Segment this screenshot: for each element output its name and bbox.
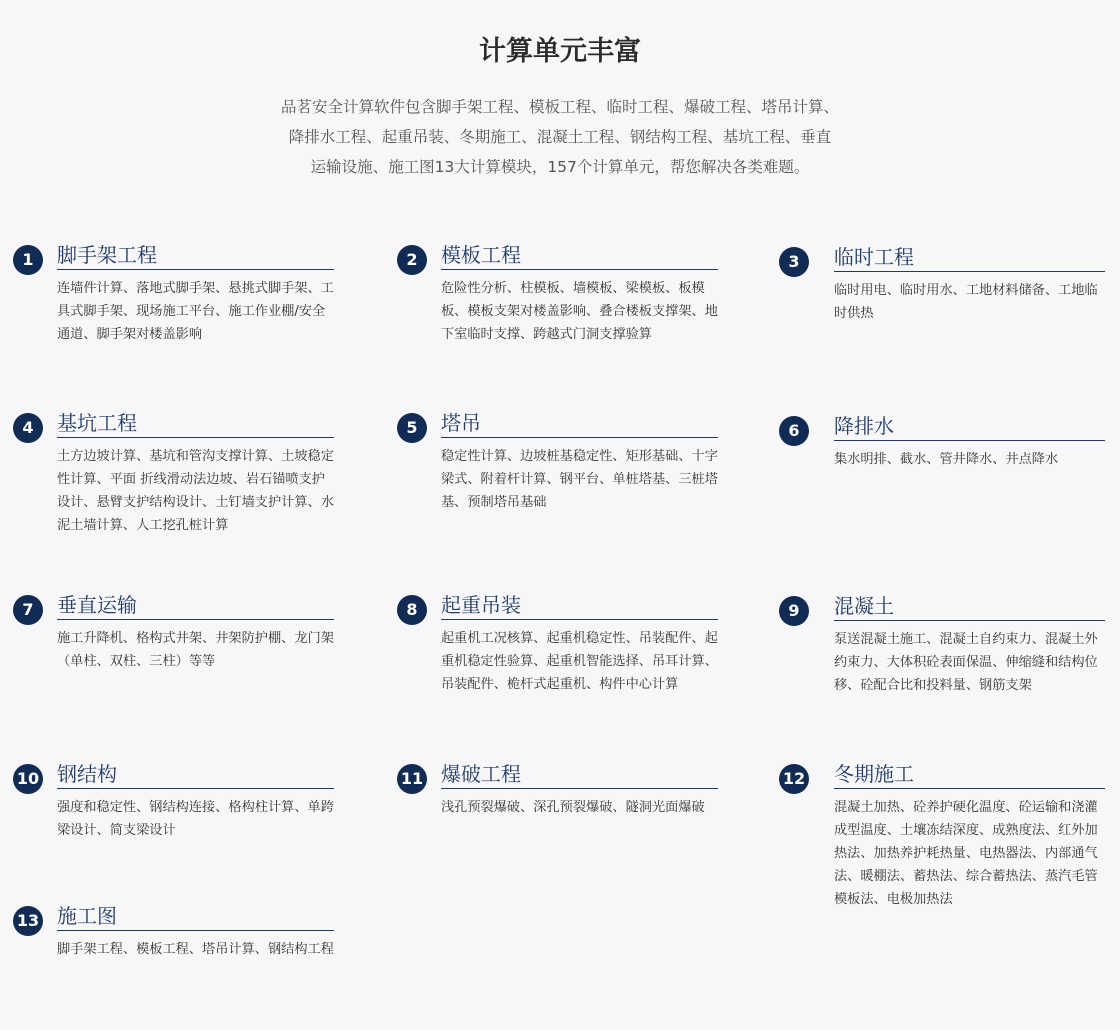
module-title: 降排水 [834, 412, 1105, 441]
module-number-badge: 7 [13, 595, 43, 625]
intro-line: 运输设施、施工图13大计算模块，157个计算单元，帮您解决各类难题。 [310, 158, 810, 176]
module-description: 泵送混凝土施工、混凝土自约束力、混凝土外约束力、大体积砼表面保温、伸缩缝和结构位移、砼配合比和投料量、钢筋支架 [834, 632, 1098, 693]
module-description: 浅孔预裂爆破、深孔预裂爆破、隧洞光面爆破 [441, 800, 705, 815]
intro-text [260, 92, 860, 182]
module-description: 混凝土加热、砼养护硬化温度、砼运输和浇灌成型温度、土壤冻结深度、成熟度法、红外加热法、加热养护耗热量、电热器法、内部通气法、暖棚法、蓄热法、综合蓄热法、蒸汽毛管模板法、电极加热法 [834, 800, 1098, 907]
module-description: 危险性分析、柱模板、墙模板、梁模板、板模板、模板支架对楼盖影响、叠合楼板支撑架、地下室临时支撑、跨越式门洞支撑验算 [441, 281, 718, 342]
module-title: 基坑工程 [57, 409, 334, 438]
module-number-badge: 6 [779, 416, 809, 446]
module-description: 施工升降机、格构式井架、井架防护棚、龙门架（单柱、双柱、三柱）等等 [57, 631, 334, 669]
module-number-badge: 2 [397, 245, 427, 275]
module-number-badge: 3 [779, 247, 809, 277]
module-number-badge: 4 [13, 413, 43, 443]
intro-line: 品茗安全计算软件包含脚手架工程、模板工程、临时工程、爆破工程、塔吊计算、 [280, 98, 839, 116]
module-title: 混凝土 [834, 592, 1105, 621]
module-number-badge: 11 [397, 764, 427, 794]
module-title: 模板工程 [441, 241, 718, 270]
module-description: 连墙件计算、落地式脚手架、悬挑式脚手架、工具式脚手架、现场施工平台、施工作业棚/安全通道、脚手架对楼盖影响 [57, 281, 334, 342]
module-title: 起重吊装 [441, 591, 718, 620]
module-title: 塔吊 [441, 409, 718, 438]
module-title: 钢结构 [57, 760, 334, 789]
module-description: 起重机工况核算、起重机稳定性、吊装配件、起重机稳定性验算、起重机智能选择、吊耳计算、吊装配件、桅杆式起重机、构件中心计算 [441, 631, 718, 692]
module-title: 冬期施工 [834, 760, 1105, 789]
module-description: 土方边坡计算、基坑和管沟支撑计算、土坡稳定性计算、平面 折线滑动法边坡、岩石锚喷支护设计、悬臂支护结构设计、土钉墙支护计算、水泥土墙计算、人工挖孔桩计算 [57, 449, 334, 533]
module-title: 施工图 [57, 902, 334, 931]
page-title: 计算单元丰富 [479, 36, 641, 67]
module-title: 临时工程 [834, 243, 1105, 272]
module-description: 强度和稳定性、钢结构连接、格构柱计算、单跨梁设计、简支梁设计 [57, 800, 334, 838]
module-description: 集水明排、截水、管井降水、井点降水 [834, 452, 1059, 467]
module-number-badge: 5 [397, 413, 427, 443]
module-description: 临时用电、临时用水、工地材料储备、工地临时供热 [834, 283, 1098, 321]
module-number-badge: 9 [779, 596, 809, 626]
intro-line: 降排水工程、起重吊装、冬期施工、混凝土工程、钢结构工程、基坑工程、垂直 [288, 128, 832, 146]
module-title: 垂直运输 [57, 591, 334, 620]
module-number-badge: 13 [13, 906, 43, 936]
module-title: 爆破工程 [441, 760, 718, 789]
module-number-badge: 1 [13, 245, 43, 275]
module-description: 稳定性计算、边坡桩基稳定性、矩形基础、十字梁式、附着杆计算、钢平台、单桩塔基、三桩塔基、预制塔吊基础 [441, 449, 718, 510]
module-number-badge: 10 [13, 764, 43, 794]
module-number-badge: 12 [779, 764, 809, 794]
module-description: 脚手架工程、模板工程、塔吊计算、钢结构工程 [57, 942, 334, 957]
module-title: 脚手架工程 [57, 241, 334, 270]
module-number-badge: 8 [397, 595, 427, 625]
